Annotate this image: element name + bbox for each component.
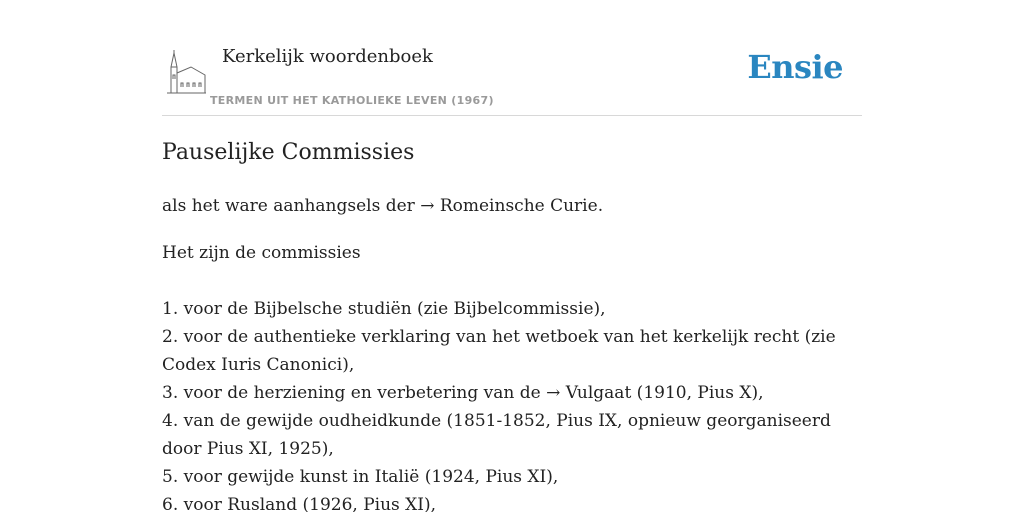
list-item: 2. voor de authentieke verklaring van het wetboek van het kerkelijk recht (zie Codex Iuris Canonici), [162,327,836,375]
list-item: 4. van de gewijde oudheidkunde (1851-1852, Pius IX, opnieuw georganiseerd door Pius XI, 1925), [162,411,831,459]
list-item: 1. voor de Bijbelsche studiën (zie Bijbelcommissie), [162,299,606,319]
brand-logo[interactable]: Ensie [747,48,843,86]
dictionary-subtitle: TERMEN UIT HET KATHOLIEKE LEVEN (1967) [210,94,494,107]
dictionary-title[interactable]: Kerkelijk woordenboek [222,46,433,67]
arrow-icon: → [420,196,435,216]
intro-paragraph [162,192,862,220]
arrow-icon: → [546,383,561,403]
romeinsche-curie-link[interactable] [420,196,598,216]
link-label: Vulgaat [560,383,632,403]
intro-text: als het ware aanhangsels der [162,196,421,216]
lead-paragraph: Het zijn de commissies [162,243,361,263]
church-icon [165,49,207,95]
commission-list [162,295,862,512]
vulgaat-link[interactable] [546,383,631,403]
list-item-text-end: (1910, Pius X), [631,383,764,403]
site-header [162,40,862,116]
list-item-text: 3. voor de herziening en verbetering van de [162,383,547,403]
list-item: 6. voor Rusland (1926, Pius XI), [162,495,437,512]
list-item [162,379,862,407]
intro-end: . [597,196,604,216]
list-item: 5. voor gewijde kunst in Italië (1924, Pius XI), [162,467,559,487]
link-label: Romeinsche Curie [434,196,598,216]
page-title: Pauselijke Commissies [162,140,415,165]
